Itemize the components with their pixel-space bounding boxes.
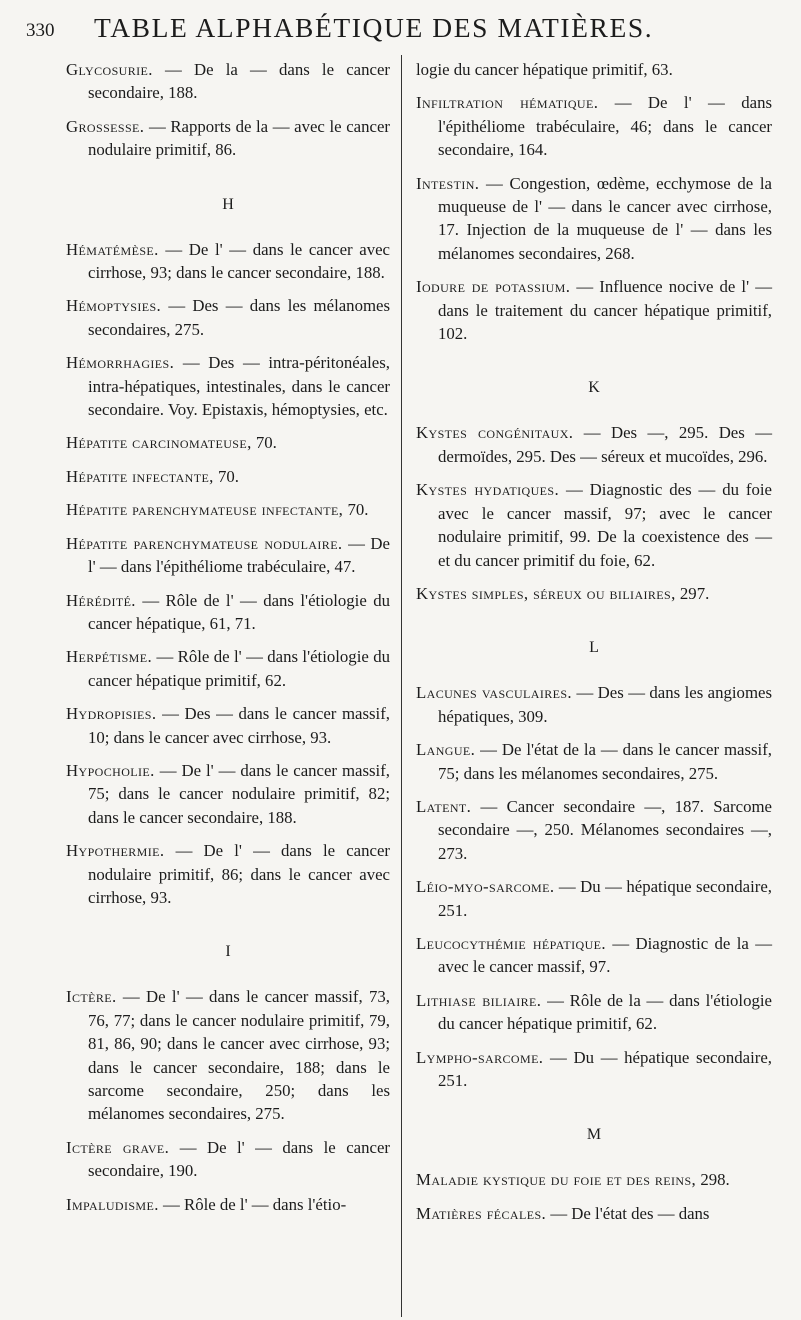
entry-text: — Diagnostic de la — avec le cancer massif, 97. — [438, 933, 772, 977]
entry-text: — Du — hépatique secondaire, 251. — [438, 1047, 772, 1090]
entry-text: 297. — [675, 583, 710, 603]
entry-heading: Hématémèse. — [66, 239, 159, 259]
entry-text: — Influence nocive de l' — dans le traitement du cancer hépatique primitif, 102. — [438, 277, 772, 344]
index-entry — [66, 294, 390, 341]
entry-heading: Matières fécales. — [416, 1203, 547, 1223]
entry-heading: Hypocholie. — [66, 760, 155, 780]
entry-text: 298. — [696, 1170, 730, 1190]
entry-heading: Impaludisme. — [66, 1194, 159, 1214]
entry-text: — Rapports de la — avec le cancer nodulaire primitif, 86. — [88, 116, 390, 160]
entry-heading: Hépatite carcinomateuse, — [66, 433, 252, 453]
section-letter: L — [589, 639, 599, 657]
entry-heading: Glycosurie. — [66, 60, 153, 79]
entry-text: — Congestion, œdème, ecchymose de la muqueuse de l' — dans le cancer avec cirrhose, 17. Injection de la muqueuse de l' — dans les mélanomes secondaires, 268. — [438, 173, 772, 263]
entry-text: logie du cancer hépatique primitif, 63. — [416, 60, 673, 79]
entry-text: — De l' — dans le cancer massif, 73, 76, 77; dans le cancer nodulaire primitif, 79, 81, 86, 90; dans le cancer avec cirrhose, 93; dans le cancer secondaire, 188; dans le sarcome secondaire, 250; dans les mélanomes secondaires, 275. — [88, 987, 390, 1124]
entry-text: 70. — [343, 500, 369, 520]
section-letter: H — [222, 195, 234, 213]
entry-text: — Des —, 295. Des — dermoïdes, 295. Des — séreux et mucoïdes, 296. — [438, 423, 772, 466]
index-entry — [66, 238, 390, 285]
entry-heading: Ictère grave. — [66, 1137, 170, 1157]
index-entry — [416, 478, 772, 572]
entry-text: — De l' — dans le cancer avec cirrhose, 93; dans le cancer secondaire, 188. — [88, 239, 390, 283]
index-entry — [66, 1136, 390, 1183]
page-header — [26, 12, 771, 46]
entry-text: 70. — [251, 433, 277, 453]
index-entry — [416, 738, 772, 785]
index-entry — [416, 989, 772, 1036]
index-entry — [416, 172, 772, 266]
index-entry — [66, 839, 390, 909]
entry-text: — Des — dans le cancer massif, 10; dans le cancer avec cirrhose, 93. — [88, 704, 390, 747]
entry-text: — Rôle de la — dans l'étiologie du cancer hépatique primitif, 62. — [438, 990, 772, 1034]
index-entry — [416, 932, 772, 979]
index-entry — [416, 582, 772, 605]
entry-heading: Lympho-sarcome. — [416, 1047, 544, 1067]
entry-heading: Lithiase biliaire. — [416, 990, 542, 1010]
index-entry — [416, 58, 772, 81]
entry-heading: Hémorrhagies. — [66, 353, 175, 373]
entry-heading: Hérédité. — [66, 590, 136, 610]
index-entry — [66, 465, 390, 488]
index-entry — [416, 875, 772, 922]
entry-text: — Des — dans les mélanomes secondaires, 275. — [88, 296, 390, 339]
index-entry — [416, 681, 772, 728]
entry-heading: Hémoptysies. — [66, 296, 162, 316]
entry-heading: Hépatite parenchymateuse nodulaire. — [66, 533, 343, 553]
entry-heading: Hépatite parenchymateuse infectante, — [66, 500, 344, 520]
index-entry — [416, 1168, 772, 1191]
index-entry — [66, 58, 390, 105]
entry-heading: Hydropisies. — [66, 704, 157, 724]
index-entry — [66, 498, 390, 521]
entry-text: — Des — intra-péritonéales, intra-hépatiques, intestinales, dans le cancer secondaire. Voy. Epistaxis, hémoptysies, etc. — [88, 353, 390, 420]
entry-heading: Lacunes vasculaires. — [416, 683, 573, 703]
entry-heading: Intestin. — [416, 173, 480, 193]
entry-text: — Rôle de l' — dans l'étio- — [158, 1194, 347, 1214]
index-entry — [66, 759, 390, 829]
entry-heading: Langue. — [416, 740, 476, 760]
index-entry — [416, 91, 772, 161]
index-entry — [66, 702, 390, 749]
entry-text: — De l' — dans l'épithéliome trabéculaire, 47. — [88, 533, 390, 577]
entry-text: — De l' — dans le cancer secondaire, 190. — [88, 1137, 391, 1181]
entry-heading: Hépatite infectante, — [66, 466, 214, 486]
entry-heading: Iodure de potassium. — [416, 277, 571, 297]
entry-heading: Infiltration hématique. — [416, 93, 599, 113]
index-entry — [66, 985, 390, 1125]
entry-heading: Hypothermie. — [66, 841, 165, 861]
entry-heading: Grossesse. — [66, 116, 145, 136]
entry-text: — De l' — dans l'épithéliome trabéculaire, 46; dans le cancer secondaire, 164. — [438, 93, 772, 160]
entry-heading: Herpétisme. — [66, 647, 153, 667]
column-divider — [401, 55, 402, 1317]
entry-text: — De la — dans le cancer secondaire, 188. — [88, 60, 390, 103]
right-column — [416, 58, 772, 1235]
index-entry — [416, 421, 772, 468]
index-entry — [66, 431, 390, 454]
index-entry — [416, 275, 772, 345]
entry-heading: Maladie kystique du foie et des reins, — [416, 1170, 697, 1190]
index-entry — [66, 589, 390, 636]
entry-text: — De l'état des — dans — [546, 1203, 710, 1223]
section-letter: M — [586, 1126, 602, 1144]
entry-text: — Cancer secondaire —, 187. Sarcome secondaire —, 250. Mélanomes secondaires —, 273. — [438, 796, 772, 863]
page-number: 330 — [26, 20, 55, 41]
index-entry — [66, 115, 390, 162]
entry-text: 70. — [213, 466, 239, 486]
index-entry — [416, 795, 772, 865]
index-entry — [66, 532, 390, 579]
entry-heading: Léio-myo-sarcome. — [416, 877, 555, 897]
entry-heading: Ictère. — [66, 987, 117, 1007]
index-entry — [66, 351, 390, 421]
entry-text: — De l' — dans le cancer nodulaire primitif, 86; dans le cancer avec cirrhose, 93. — [88, 841, 390, 907]
section-letter: K — [588, 379, 600, 397]
entry-text: — De l'état de la — dans le cancer massif, 75; dans les mélanomes secondaires, 275. — [438, 740, 772, 783]
index-entry — [416, 1046, 772, 1093]
entry-heading: Kystes congénitaux. — [416, 423, 574, 443]
entry-heading: Kystes simples, séreux ou biliaires, — [416, 583, 676, 603]
entry-text: — Diagnostic des — du foie avec le cancer massif, 97; avec le cancer nodulaire primitif, 99. De la coexistence des — et du cancer primitif du foie, 62. — [438, 480, 772, 570]
index-entry — [66, 645, 390, 692]
running-title: TABLE ALPHABÉTIQUE DES MATIÈRES. — [94, 12, 654, 43]
entry-text: — Rôle de l' — dans l'étiologie du cancer hépatique, 61, 71. — [88, 590, 390, 633]
entry-text: — Rôle de l' — dans l'étiologie du cancer hépatique primitif, 62. — [88, 647, 390, 690]
entry-text: — De l' — dans le cancer massif, 75; dans le cancer nodulaire primitif, 82; dans le cancer secondaire, 188. — [88, 760, 390, 827]
entry-heading: Leucocythémie hépatique. — [416, 933, 606, 953]
section-letter: I — [225, 943, 231, 961]
index-entry — [66, 1193, 390, 1216]
entry-heading: Kystes hydatiques. — [416, 480, 560, 500]
left-column — [66, 58, 390, 1226]
entry-text: — Du — hépatique secondaire, 251. — [438, 877, 772, 920]
entry-text: — Des — dans les angiomes hépatiques, 309. — [438, 683, 772, 726]
entry-heading: Latent. — [416, 796, 472, 816]
index-entry — [416, 1202, 772, 1225]
